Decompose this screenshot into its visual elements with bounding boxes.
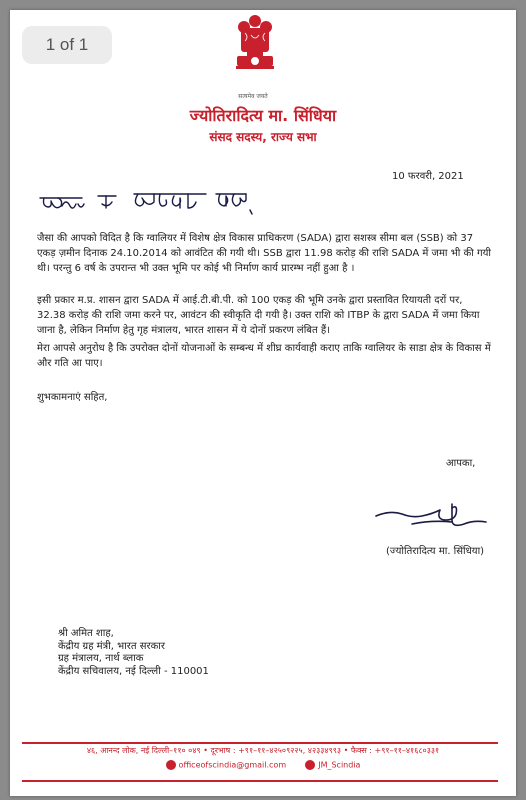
footer-contacts bbox=[0, 760, 526, 770]
handwritten-signature bbox=[372, 500, 490, 536]
letter-paragraph: जैसा की आपको विदित है कि ग्वालियर में विशेष क्षेत्र विकास प्राधिकरण (SADA) द्वारा सशस्त्र सीमा बल (SSB) को 37 एकड़ ज़मीन दिनाक 24.10.2014 को आवंटित की गयी थी। SSB द्वारा 11.98 करोड़ की राशि SADA में जमा भी की गयी थी। परन्तु 6 वर्ष के उपरान्त भी उक्त भूमि पर कोई भी निर्माण कार्य प्रारम्भ नहीं हुआ है । bbox=[37, 233, 491, 274]
footer-divider bbox=[22, 780, 498, 782]
page-counter: 1 of 1 bbox=[22, 26, 112, 64]
recipient-address bbox=[58, 628, 209, 678]
national-emblem-icon bbox=[233, 13, 277, 93]
recipient-line: केंद्रीय सचिवालय, नई दिल्ली - 110001 bbox=[58, 665, 209, 677]
recipient-line: ग्रह मंत्रालय, नार्थ ब्लाक bbox=[58, 653, 144, 664]
signatory-name: (ज्योतिरादित्य मा. सिंधिया) bbox=[386, 546, 485, 557]
closing-line: शुभकामनाएं सहित, bbox=[37, 392, 108, 403]
footer-email: officeofscindia@gmail.com bbox=[178, 760, 287, 770]
letter-date: 10 फरवरी, 2021 bbox=[392, 171, 464, 182]
mail-icon bbox=[166, 760, 176, 770]
letterhead-name: ज्योतिरादित्य मा. सिंधिया bbox=[189, 106, 337, 125]
handwritten-salutation bbox=[38, 182, 278, 220]
social-icon bbox=[305, 760, 315, 770]
footer-address: ४६, आनन्द लोक, नई दिल्ली–११० ०४९ • दूरभाष : +९१–११–४२५०९२२५, ४२३३४९९३ • फैक्स : +९१–११–४१६८०३३१ bbox=[86, 746, 440, 755]
letterhead-designation: संसद सदस्य, राज्य सभा bbox=[209, 130, 317, 144]
footer-handle: JM_Scindia bbox=[318, 760, 361, 770]
letter-paragraph: मेरा आपसे अनुरोध है कि उपरोक्त दोनों योजनाओं के सम्बन्ध में शीघ्र कार्यवाही कराए ताकि ग्वालियर के साडा क्षेत्र के विकास में और गति आ पाए। bbox=[37, 343, 491, 369]
recipient-line: श्री अमित शाह, bbox=[58, 628, 114, 639]
recipient-line: केंद्रीय ग्रह मंत्री, भारत सरकार bbox=[58, 640, 165, 652]
letter-paragraph: इसी प्रकार म.प्र. शासन द्वारा SADA में आई.टी.बी.पी. को 100 एकड़ की भूमि उनके द्वारा प्रस्तावित रियायती दरों पर, 32.38 करोड़ की राशि जमा करने पर, आवंटन की स्वीकृति दी गयी है। उक्त राशि को ITBP के द्वारा SADA में जमा किया जाना है, लेकिन निर्माण हेतु गृह मंत्रालय, भारत शासन में ये दोनों प्रकरण लंबित हैं। bbox=[37, 295, 480, 336]
emblem-caption: सत्यमेव जयते bbox=[238, 93, 268, 100]
footer-divider bbox=[22, 742, 498, 744]
yours-line: आपका, bbox=[446, 458, 476, 469]
